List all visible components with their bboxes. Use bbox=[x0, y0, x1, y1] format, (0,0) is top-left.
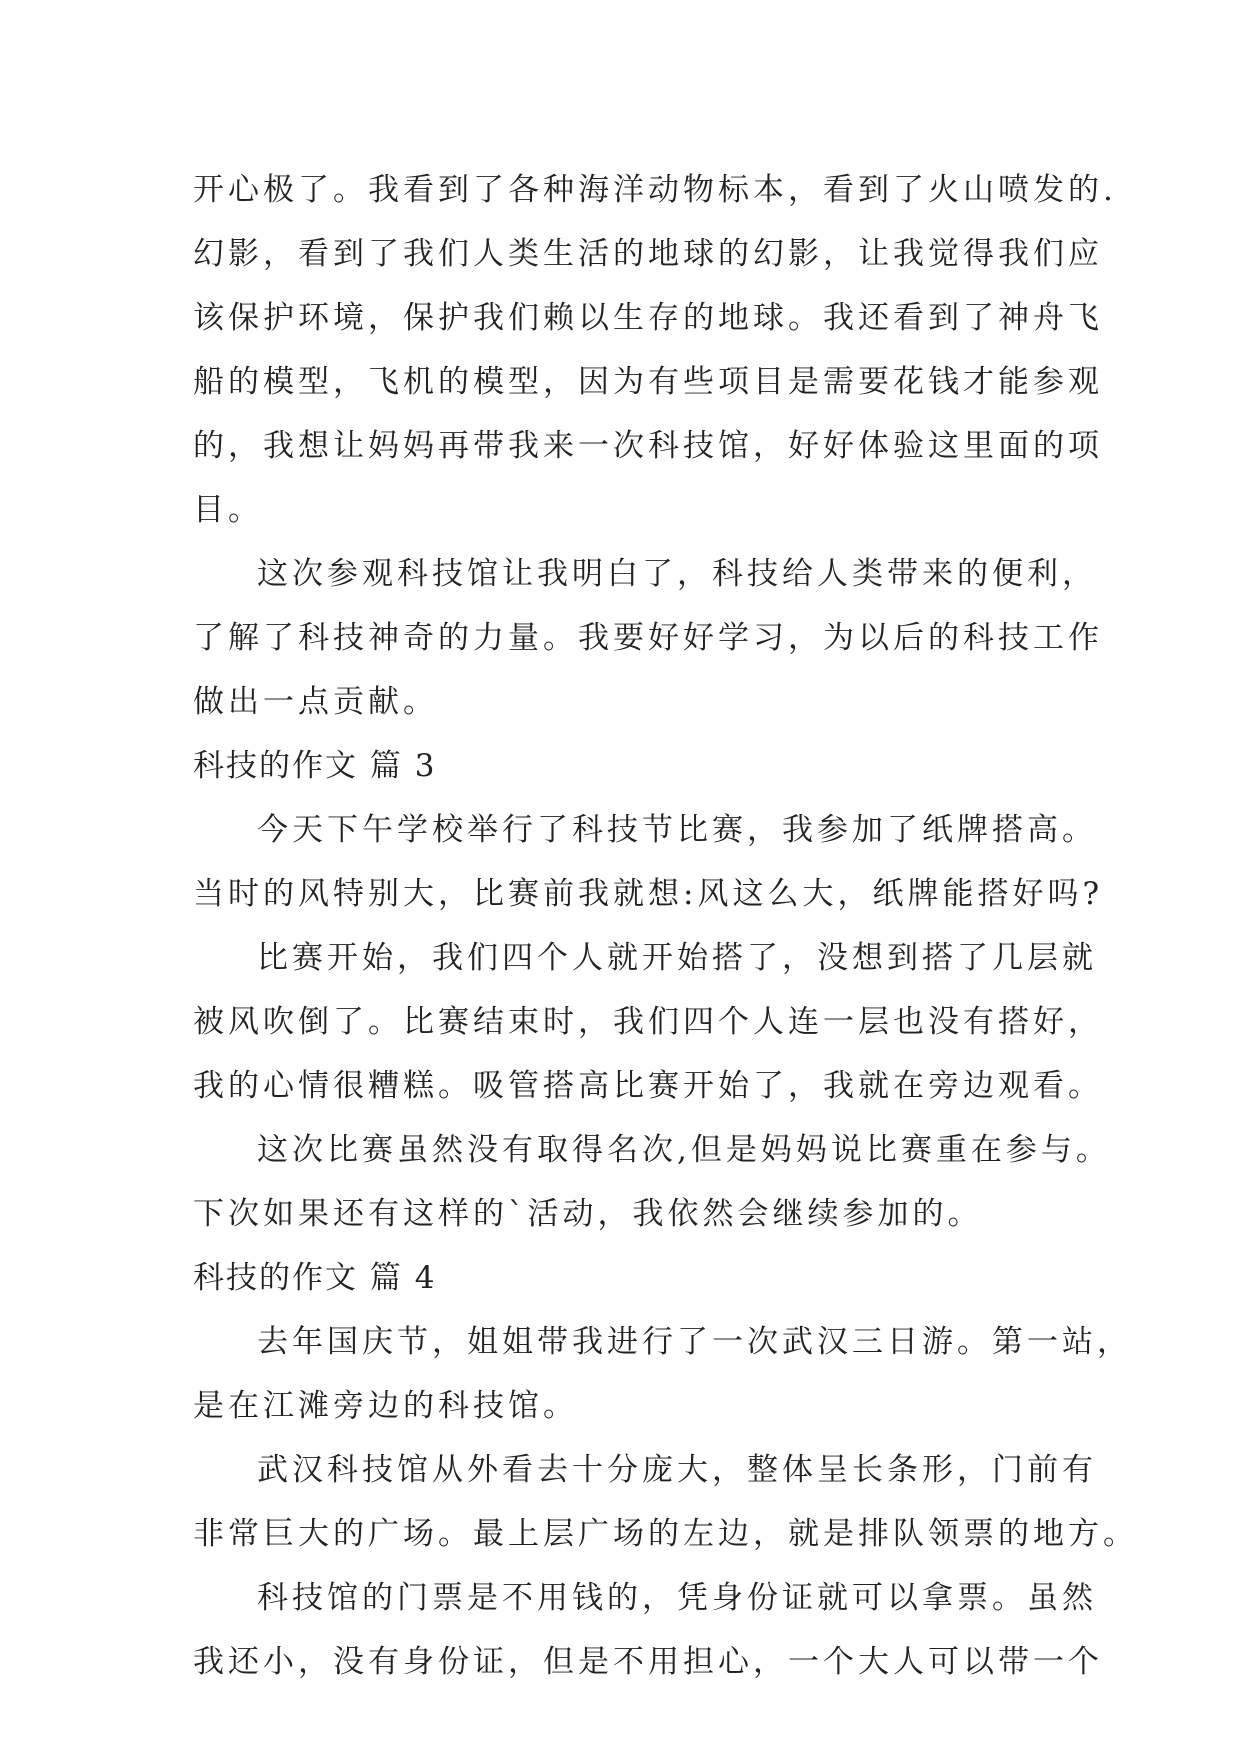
paragraph-line: 幻影，看到了我们人类生活的地球的幻影，让我觉得我们应 bbox=[193, 236, 1103, 272]
paragraph-line: 该保护环境，保护我们赖以生存的地球。我还看到了神舟飞 bbox=[193, 300, 1103, 336]
paragraph-line: 这次比赛虽然没有取得名次,但是妈妈说比赛重在参与。 bbox=[257, 1132, 1111, 1168]
document-page bbox=[193, 165, 1138, 1701]
section-heading: 科技的作文 篇 3 bbox=[193, 748, 437, 784]
paragraph-line: 比赛开始，我们四个人就开始搭了，没想到搭了几层就 bbox=[257, 940, 1097, 976]
paragraph-line: 我的心情很糟糕。吸管搭高比赛开始了，我就在旁边观看。 bbox=[193, 1068, 1103, 1104]
paragraph-line: 的，我想让妈妈再带我来一次科技馆，好好体验这里面的项 bbox=[193, 428, 1103, 464]
paragraph-line: 去年国庆节，姐姐带我进行了一次武汉三日游。第一站， bbox=[257, 1324, 1132, 1360]
paragraph-line: 是在江滩旁边的科技馆。 bbox=[193, 1388, 578, 1424]
paragraph-line: 下次如果还有这样的`活动，我依然会继续参加的。 bbox=[193, 1196, 983, 1232]
paragraph-line: 了解了科技神奇的力量。我要好好学习，为以后的科技工作 bbox=[193, 620, 1103, 656]
paragraph-line: 科技馆的门票是不用钱的，凭身份证就可以拿票。虽然 bbox=[257, 1580, 1097, 1616]
paragraph-line: 当时的风特别大，比赛前我就想:风这么大，纸牌能搭好吗? bbox=[193, 876, 1104, 912]
paragraph-line: 目。 bbox=[193, 492, 263, 528]
paragraph-line: 我还小，没有身份证，但是不用担心，一个大人可以带一个 bbox=[193, 1644, 1103, 1680]
paragraph-line: 做出一点贡献。 bbox=[193, 684, 438, 720]
paragraph-line: 非常巨大的广场。最上层广场的左边，就是排队领票的地方。 bbox=[193, 1516, 1138, 1552]
paragraph-line: 武汉科技馆从外看去十分庞大，整体呈长条形，门前有 bbox=[257, 1452, 1097, 1488]
section-heading: 科技的作文 篇 4 bbox=[193, 1260, 437, 1296]
paragraph-line: 被风吹倒了。比赛结束时，我们四个人连一层也没有搭好， bbox=[193, 1004, 1103, 1040]
paragraph-line: 开心极了。我看到了各种海洋动物标本，看到了火山喷发的. bbox=[193, 172, 1117, 208]
paragraph-line: 船的模型，飞机的模型，因为有些项目是需要花钱才能参观 bbox=[193, 364, 1103, 400]
paragraph-line: 今天下午学校举行了科技节比赛，我参加了纸牌搭高。 bbox=[257, 812, 1097, 848]
paragraph-line: 这次参观科技馆让我明白了，科技给人类带来的便利， bbox=[257, 556, 1097, 592]
